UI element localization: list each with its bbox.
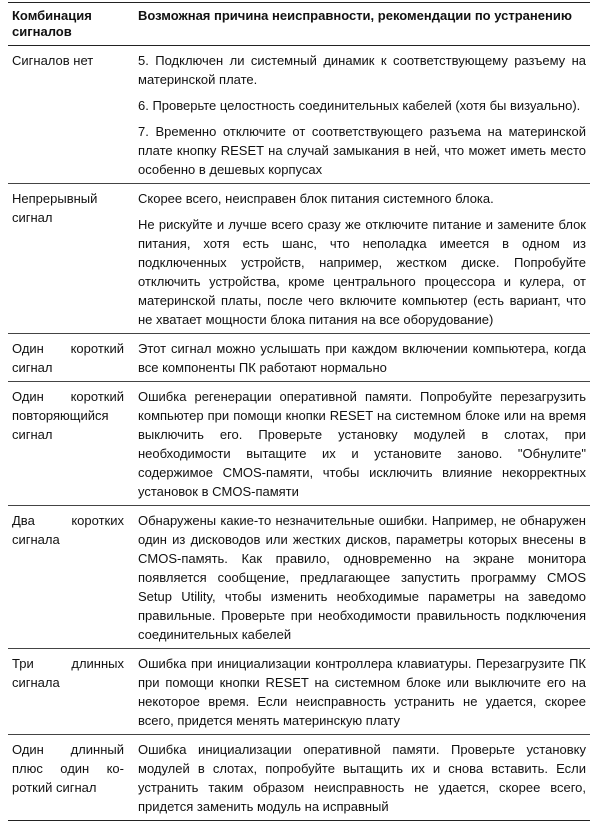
table-row bbox=[8, 334, 590, 382]
signal-combination-cell bbox=[8, 735, 134, 821]
signal-combination-cell bbox=[8, 184, 134, 334]
table-row bbox=[8, 735, 590, 821]
table-row bbox=[8, 649, 590, 735]
cause-recommendation-cell bbox=[134, 649, 590, 735]
recommendation-paragraph: Ошибка регенерации оперативной памяти. Попробуйте перезагрузить компьютер при помощи кнопки RESET на системном блоке или на время выключить его. Проверьте установку модулей в слотах, при необходимости вытащите их и установите заново. "Обнулите" содержимое CMOS-памяти, чтобы исключить влияние некорректных установок в CMOS-памяти bbox=[138, 389, 586, 499]
signal-combination-text: Два коротких bbox=[12, 513, 124, 528]
cause-recommendation-cell bbox=[134, 735, 590, 821]
table-row bbox=[8, 382, 590, 506]
table-header bbox=[8, 3, 590, 46]
signal-combination-text: сигнал bbox=[12, 427, 53, 442]
signal-combination-text: повторяющийся bbox=[12, 408, 109, 423]
signal-combination-text: Один короткий bbox=[12, 389, 124, 404]
signal-combination-text: Непрерывный bbox=[12, 191, 98, 206]
cause-recommendation-cell bbox=[134, 382, 590, 506]
recommendation-paragraph: Ошибка инициализации оперативной памяти. Проверьте установку модулей в слотах, попробуйте вытащить их и снова вставить. Если устранить таким образом неисправность не удается, скорее всего, придется заменить модуль на исправный bbox=[138, 742, 586, 814]
cause-recommendation-cell bbox=[134, 334, 590, 382]
cause-recommendation-cell bbox=[134, 184, 590, 334]
table-row bbox=[8, 46, 590, 184]
signal-combination-text: сигнал bbox=[12, 360, 53, 375]
signal-combination-text: плюс один ко- bbox=[12, 761, 124, 776]
recommendation-paragraph: 5. Подключен ли системный динамик к соответствующему разъему на материнской плате. bbox=[138, 53, 586, 87]
header-cause-recommendation: Возможная причина неисправности, рекомендации по устранению bbox=[134, 3, 590, 46]
beep-codes-table bbox=[8, 2, 590, 821]
recommendation-paragraph: 7. Временно отключите от соответствующего разъема на материнской плате кнопку RESET на случай замыкания в ней, что может иметь место особенно в дешевых корпусах bbox=[138, 124, 586, 177]
signal-combination-text: Один короткий bbox=[12, 341, 124, 356]
signal-combination-cell bbox=[8, 506, 134, 649]
cause-recommendation-cell bbox=[134, 46, 590, 184]
signal-combination-text: Три длинных bbox=[12, 656, 124, 671]
table-row bbox=[8, 506, 590, 649]
recommendation-paragraph: Не рискуйте и лучше всего сразу же отключите питание и замените блок питания, хотя есть шанс, что неполадка имеется в одном из подключенных устройств, например, жестком диске. Попробуйте отключить устройства, кроме центрального процессора и кулера, от материнской платы, после чего включите компьютер (есть вариант, что не хватает мощности блока питания на все оборудование) bbox=[138, 217, 586, 327]
signal-combination-text: роткий сигнал bbox=[12, 780, 97, 795]
signal-combination-text: Сигналов нет bbox=[12, 53, 94, 68]
signal-combination-text: сигнала bbox=[12, 532, 60, 547]
recommendation-paragraph: Этот сигнал можно услышать при каждом включении компьютера, когда все компоненты ПК работают нормально bbox=[138, 341, 586, 375]
signal-combination-cell bbox=[8, 334, 134, 382]
signal-combination-text: Один длинный bbox=[12, 742, 124, 757]
recommendation-paragraph: 6. Проверьте целостность соединительных кабелей (хотя бы визуально). bbox=[138, 98, 581, 113]
cause-recommendation-cell bbox=[134, 506, 590, 649]
recommendation-paragraph: Ошибка при инициализации контроллера клавиатуры. Перезагрузите ПК при помощи кнопки RESET на системном блоке или выключите его на некоторое время. Если неисправность устранить не удается, скорее всего, придется менять материнскую плату bbox=[138, 656, 586, 728]
signal-combination-cell bbox=[8, 46, 134, 184]
header-row bbox=[8, 3, 590, 46]
recommendation-paragraph: Скорее всего, неисправен блок питания системного блока. bbox=[138, 191, 494, 206]
signal-combination-text: сигнал bbox=[12, 210, 53, 225]
signal-combination-text: сигнала bbox=[12, 675, 60, 690]
signal-combination-cell bbox=[8, 382, 134, 506]
signal-combination-cell bbox=[8, 649, 134, 735]
table-row bbox=[8, 184, 590, 334]
header-signal-combination: Комбинация сигналов bbox=[8, 3, 134, 46]
recommendation-paragraph: Обнаружены какие-то незначительные ошибки. Например, не обнаружен один из дисководов или жестких дисков, параметры которых внесены в CMOS-память. Как правило, одновременно на экране монитора появляется сообщение, предлагающее запустить программу CMOS Setup Utility, чтобы изменить необходимые параметры на заведомо правильные. Проверьте при необходимости правильность подключения соединительных кабелей bbox=[138, 513, 586, 642]
table-body bbox=[8, 46, 590, 821]
